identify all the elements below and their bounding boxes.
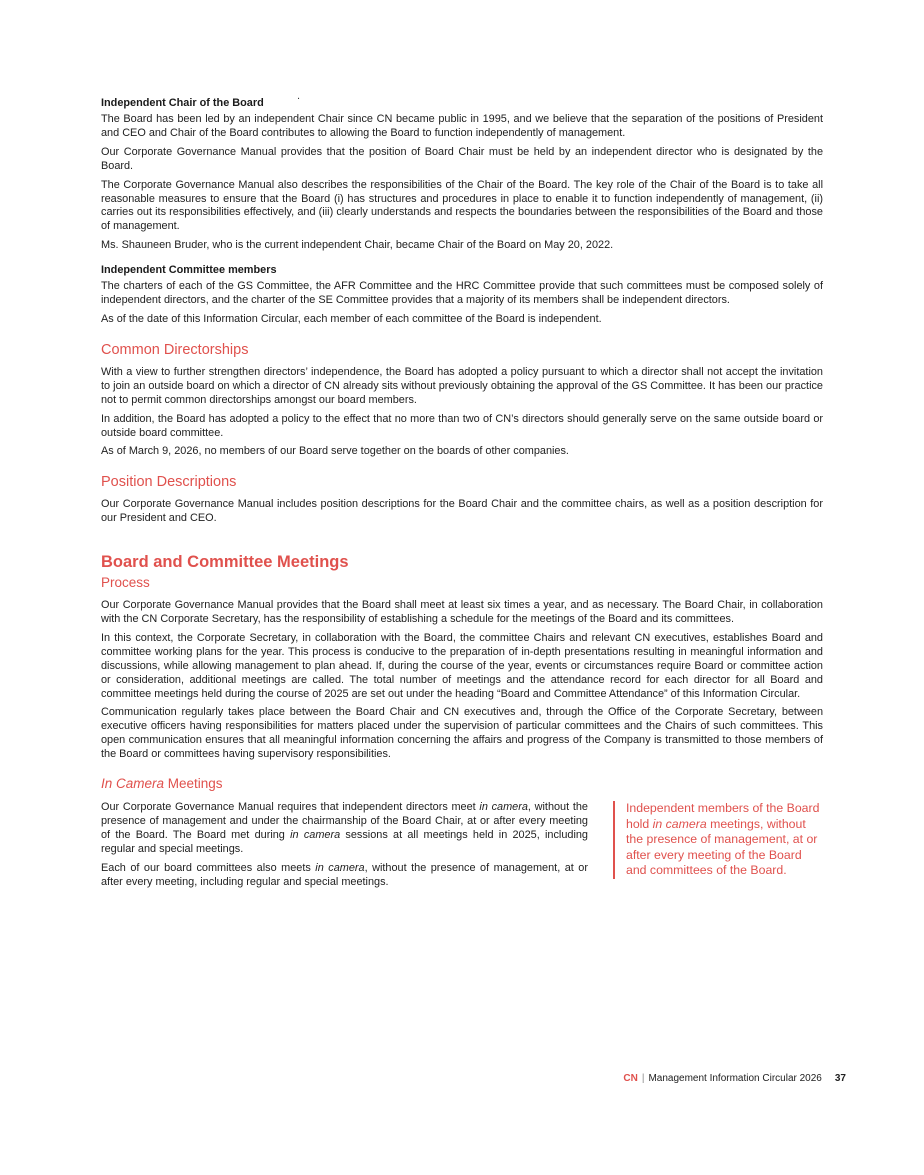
heading-common-directorships: Common Directorships <box>101 341 249 358</box>
paragraph: Each of our board committees also meets in camera, without the presence of management, at or after every meeting, including regular and special meetings. <box>101 861 588 888</box>
stray-mark-artifact: . <box>297 90 301 102</box>
heading-board-committee-meetings: Board and Committee Meetings <box>101 553 349 572</box>
heading-independent-chair: Independent Chair of the Board <box>101 97 264 109</box>
paragraph: In this context, the Corporate Secretary, in collaboration with the Board, the committee Chairs and relevant CN executives, establishes Board and committee working plans for the year. This process is conducive to the preparation of in-depth presentations resulting in meaningful information and discussions, while allowing management to plan ahead. If, during the course of the year, events or circumstances require Board or committee action or consideration, additional meetings are called. The total number of meetings and the attendance record for each director for all Board and committee meetings held during the course of 2025 are set out under the heading “Board and Committee Attendance” of this Information Circular. <box>101 631 823 700</box>
paragraph: Our Corporate Governance Manual provides that the Board shall meet at least six times a year, and as necessary. The Board Chair, in collaboration with the CN Corporate Secretary, has the responsibility of establishing a schedule for the meetings of the Board and its committees. <box>101 599 823 626</box>
paragraph: As of the date of this Information Circular, each member of each committee of the Board is independent. <box>101 312 602 325</box>
footer-separator: | <box>641 1073 645 1084</box>
paragraph: Our Corporate Governance Manual includes position descriptions for the Board Chair and the committee chairs, as well as a position description for our President and CEO. <box>101 498 823 525</box>
page-content <box>101 97 823 895</box>
footer-page-number: 37 <box>834 1073 846 1084</box>
paragraph: With a view to further strengthen directors’ independence, the Board has adopted a policy pursuant to which a director shall not accept the invitation to join an outside board on which a director of CN already sits without previously obtaining the approval of the GS Committee. It has been our practice not to permit common directorships amongst our board members. <box>101 365 823 406</box>
heading-in-camera-meetings: In Camera Meetings <box>101 776 223 792</box>
footer-title: Management Information Circular 2026 <box>648 1073 822 1084</box>
heading-independent-committee: Independent Committee members <box>101 264 277 277</box>
paragraph: The charters of each of the GS Committee, the AFR Committee and the HRC Committee provide that such committees must be composed solely of independent directors, and the charter of the SE Committee provides that a majority of its members shall be independent directors. <box>101 280 823 307</box>
paragraph: In addition, the Board has adopted a policy to the effect that no more than two of CN’s directors should generally serve on the same outside board or outside board committee. <box>101 412 823 439</box>
in-camera-callout: Independent members of the Board hold in camera meetings, without the presence of management, at or after every meeting of the Board and committees of the Board. <box>613 801 823 879</box>
in-camera-two-column <box>101 801 823 894</box>
paragraph: Our Corporate Governance Manual provides that the position of Board Chair must be held by an independent director who is designated by the Board. <box>101 145 823 172</box>
heading-process: Process <box>101 575 150 591</box>
paragraph: Our Corporate Governance Manual requires that independent directors meet in camera, without the presence of management and under the chairmanship of the Board Chair, at or after every meeting of the Board. The Board met during in camera sessions at all meetings held in 2025, including regular and special meetings. <box>101 801 588 855</box>
footer-brand: CN <box>623 1073 638 1084</box>
page-footer <box>623 1073 846 1085</box>
paragraph: Communication regularly takes place between the Board Chair and CN executives and, through the Office of the Corporate Secretary, between executive officers having responsibilities for matters placed under the supervision of particular committees and the Chairs of such committees. This open communication ensures that all meaningful information concerning the affairs and progress of the Company is transmitted to those members of the Board or committees having supervisory responsibilities. <box>101 706 823 761</box>
heading-position-descriptions: Position Descriptions <box>101 474 237 491</box>
paragraph: The Corporate Governance Manual also describes the responsibilities of the Chair of the Board. The key role of the Chair of the Board is to take all reasonable measures to ensure that the Board (i) has structures and procedures in place to enable it to function independently of management, (ii) carries out its responsibilities effectively, and (iii) clearly understands and respects the boundaries between the responsibilities of the Board and those of management. <box>101 178 823 233</box>
paragraph: As of March 9, 2026, no members of our Board serve together on the boards of other companies. <box>101 445 569 458</box>
paragraph: The Board has been led by an independent Chair since CN became public in 1995, and we believe that the separation of the positions of President and CEO and Chair of the Board contributes to allowing the Board to function independently of management. <box>101 113 823 139</box>
in-camera-text-column <box>101 801 588 894</box>
paragraph: Ms. Shauneen Bruder, who is the current independent Chair, became Chair of the Board on May 20, 2022. <box>101 239 614 252</box>
